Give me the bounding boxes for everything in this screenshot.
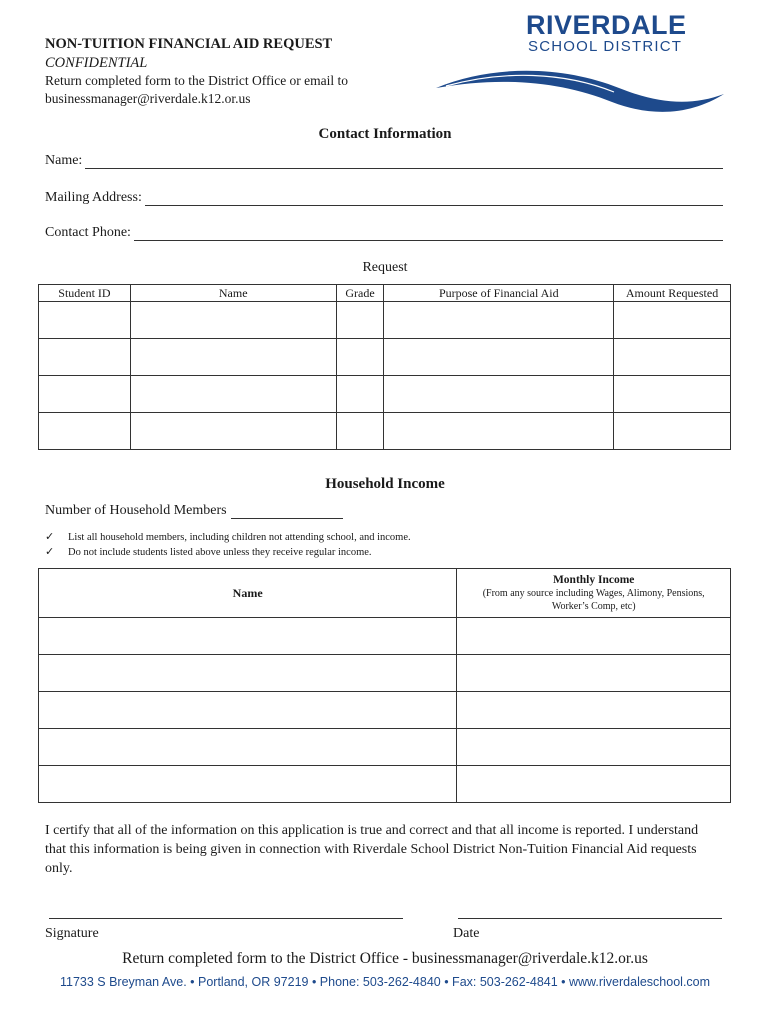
col-name: Name	[130, 285, 336, 302]
request-cell[interactable]	[39, 302, 131, 339]
monthly-income-note-2: Worker’s Comp, etc)	[551, 601, 636, 612]
request-table	[38, 284, 731, 450]
name-underline[interactable]	[85, 154, 723, 169]
checklist-text: Do not include students listed above unless they receive regular income.	[68, 547, 372, 558]
income-name-cell[interactable]	[39, 618, 457, 655]
income-col-monthly	[457, 569, 731, 618]
request-cell[interactable]	[336, 339, 384, 376]
request-row	[39, 413, 731, 450]
signature-label: Signature	[45, 926, 99, 941]
income-amount-cell[interactable]	[457, 655, 731, 692]
footer-return-text: Return completed form to the District Office - businessmanager@riverdale.k12.or.us	[122, 950, 648, 967]
request-cell[interactable]	[336, 413, 384, 450]
mailing-address-label: Mailing Address:	[45, 190, 142, 205]
logo-swoosh-icon	[434, 62, 726, 118]
signature-line[interactable]	[49, 918, 403, 919]
name-label: Name:	[45, 153, 83, 168]
income-col-name: Name	[39, 569, 457, 618]
income-name-cell[interactable]	[39, 692, 457, 729]
household-heading: Household Income	[325, 476, 445, 492]
contact-phone-underline[interactable]	[134, 226, 723, 241]
income-row	[39, 729, 731, 766]
income-amount-cell[interactable]	[457, 729, 731, 766]
income-row	[39, 692, 731, 729]
date-line[interactable]	[458, 918, 722, 919]
col-purpose: Purpose of Financial Aid	[384, 285, 614, 302]
income-row	[39, 766, 731, 803]
request-cell[interactable]	[130, 376, 336, 413]
income-row	[39, 618, 731, 655]
form-title: NON-TUITION FINANCIAL AID REQUEST	[45, 36, 333, 52]
logo-riverdale: RIVERDALE	[526, 10, 687, 40]
request-row	[39, 376, 731, 413]
household-members-underline[interactable]	[231, 504, 343, 519]
request-header-row	[39, 285, 731, 302]
contact-phone-field[interactable]	[45, 225, 723, 241]
checklist-item	[45, 530, 411, 543]
income-amount-cell[interactable]	[457, 618, 731, 655]
income-table	[38, 568, 731, 803]
request-cell[interactable]	[614, 376, 731, 413]
request-cell[interactable]	[130, 413, 336, 450]
checkmark-icon: ✓	[45, 545, 55, 558]
request-cell[interactable]	[130, 302, 336, 339]
col-amount: Amount Requested	[614, 285, 731, 302]
request-cell[interactable]	[39, 376, 131, 413]
col-student-id: Student ID	[39, 285, 131, 302]
checklist-text: List all household members, including children not attending school, and income.	[68, 532, 411, 543]
income-amount-cell[interactable]	[457, 766, 731, 803]
request-cell[interactable]	[336, 302, 384, 339]
confidential-label: CONFIDENTIAL	[45, 55, 148, 71]
request-cell[interactable]	[614, 339, 731, 376]
income-amount-cell[interactable]	[457, 692, 731, 729]
request-cell[interactable]	[614, 302, 731, 339]
contact-phone-label: Contact Phone:	[45, 225, 131, 240]
request-cell[interactable]	[384, 339, 614, 376]
request-cell[interactable]	[384, 302, 614, 339]
request-caption: Request	[362, 260, 408, 275]
logo-school-district: SCHOOL DISTRICT	[528, 38, 683, 55]
checkmark-icon: ✓	[45, 530, 55, 543]
date-label: Date	[453, 926, 480, 941]
footer-address: 11733 S Breyman Ave. • Portland, OR 97219 • Phone: 503-262-4840 • Fax: 503-262-4841 • www.riverdaleschool.com	[59, 975, 711, 989]
income-header-row	[39, 569, 731, 618]
return-email: businessmanager@riverdale.k12.or.us	[45, 91, 251, 106]
mailing-address-underline[interactable]	[145, 191, 723, 206]
name-field[interactable]	[45, 153, 723, 169]
monthly-income-note-1: (From any source including Wages, Alimony, Pensions,	[482, 588, 705, 599]
request-row	[39, 302, 731, 339]
request-cell[interactable]	[130, 339, 336, 376]
request-cell[interactable]	[614, 413, 731, 450]
mailing-address-field[interactable]	[45, 190, 723, 206]
contact-heading: Contact Information	[318, 126, 452, 142]
household-members-label: Number of Household Members	[45, 503, 227, 518]
household-members-field[interactable]	[45, 503, 343, 519]
income-name-cell[interactable]	[39, 766, 457, 803]
income-name-cell[interactable]	[39, 729, 457, 766]
request-cell[interactable]	[336, 376, 384, 413]
income-name-cell[interactable]	[39, 655, 457, 692]
request-cell[interactable]	[384, 376, 614, 413]
monthly-income-label: Monthly Income	[552, 574, 635, 586]
request-cell[interactable]	[39, 413, 131, 450]
return-instructions: Return completed form to the District Office or email to	[45, 73, 349, 88]
request-cell[interactable]	[39, 339, 131, 376]
income-row	[39, 655, 731, 692]
checklist-item	[45, 545, 372, 558]
col-grade: Grade	[336, 285, 384, 302]
request-cell[interactable]	[384, 413, 614, 450]
request-row	[39, 339, 731, 376]
certification-text: I certify that all of the information on this application is true and correct and that all income is reported. I understand that this information is being given in connection with Riverdale School District Non-Tuition Financial Aid requests only.	[45, 823, 699, 876]
